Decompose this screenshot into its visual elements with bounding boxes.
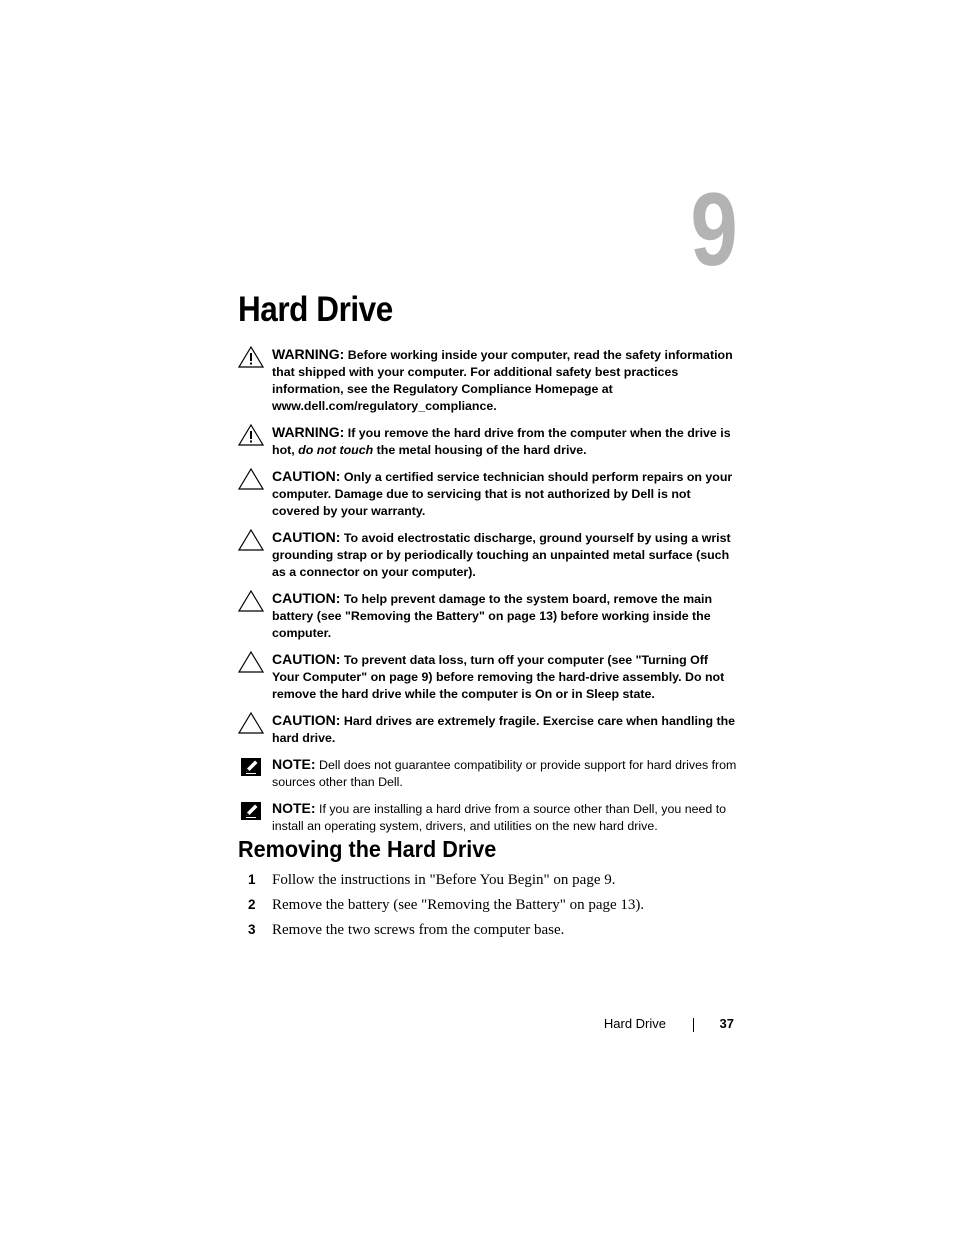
- caution-notice: [238, 590, 738, 642]
- note-pencil-icon: [238, 800, 264, 822]
- caution-triangle-icon: [238, 468, 264, 490]
- note-notice: [238, 800, 738, 835]
- caution-notice: [238, 712, 738, 747]
- notice-label: CAUTION:: [272, 590, 341, 606]
- step-number: 3: [248, 922, 256, 937]
- caution-notice: [238, 529, 738, 581]
- step-text: Remove the battery (see "Removing the Battery" on page 13).: [272, 897, 645, 913]
- footer-title: Hard Drive: [603, 1016, 666, 1031]
- step-item: [248, 872, 748, 897]
- step-number: 1: [248, 872, 256, 887]
- caution-triangle-icon: [238, 529, 264, 551]
- notice-label: NOTE:: [272, 756, 316, 772]
- notice-label: WARNING:: [272, 424, 345, 440]
- notice-label: NOTE:: [272, 800, 316, 816]
- caution-notice: [238, 468, 738, 520]
- footer-divider: [693, 1018, 694, 1032]
- notices-list: [238, 346, 738, 835]
- step-text: Remove the two screws from the computer base.: [272, 922, 565, 938]
- notice-label: CAUTION:: [272, 529, 341, 545]
- page-title: Hard Drive: [238, 290, 393, 329]
- warning-notice: [238, 424, 738, 459]
- notice-text: Only a certified service technician should perform repairs on your computer. Damage due to servicing that is not authorized by Dell is not covered by your warranty.: [272, 470, 733, 518]
- notice-text: Hard drives are extremely fragile. Exercise care when handling the hard drive.: [272, 714, 736, 745]
- note-notice: [238, 756, 738, 791]
- steps-list: [248, 872, 748, 947]
- chapter-number: 9: [690, 172, 738, 288]
- caution-notice: [238, 651, 738, 703]
- caution-triangle-icon: [238, 590, 264, 612]
- notice-text: To prevent data loss, turn off your computer (see "Turning Off Your Computer" on page 9) before removing the hard-drive assembly. Do not remove the hard drive while the computer is On or in Sleep state.: [272, 653, 725, 701]
- notice-text: Before working inside your computer, read the safety information that shipped with your computer. For additional safety best practices information, see the Regulatory Compliance Homepage at www.dell.com/regulatory_compliance.: [272, 348, 733, 413]
- caution-triangle-icon: [238, 712, 264, 734]
- notice-emphasis: do not touch: [298, 443, 374, 457]
- step-item: [248, 922, 748, 947]
- step-number: 2: [248, 897, 256, 912]
- notice-text: If you are installing a hard drive from a source other than Dell, you need to install an operating system, drivers, and utilities on the new hard drive.: [272, 802, 727, 833]
- warning-triangle-icon: [238, 346, 264, 368]
- warning-triangle-icon: [238, 424, 264, 446]
- notice-label: CAUTION:: [272, 651, 341, 667]
- warning-notice: [238, 346, 738, 415]
- page-footer: [0, 1016, 954, 1036]
- step-item: [248, 897, 748, 922]
- notice-label: WARNING:: [272, 346, 345, 362]
- notice-text: To help prevent damage to the system board, remove the main battery (see "Removing the Battery" on page 13) before working inside the computer.: [272, 592, 713, 640]
- notice-text: If you remove the hard drive from the computer when the drive is hot,: [272, 426, 731, 457]
- notice-text: Dell does not guarantee compatibility or provide support for hard drives from sources other than Dell.: [272, 758, 737, 789]
- caution-triangle-icon: [238, 651, 264, 673]
- step-text: Follow the instructions in "Before You Begin" on page 9.: [272, 872, 616, 888]
- section-title: Removing the Hard Drive: [238, 836, 497, 862]
- notice-text: To avoid electrostatic discharge, ground yourself by using a wrist grounding strap or by periodically touching an unpainted metal surface (such as a connector on your computer).: [272, 531, 731, 579]
- page-number: 37: [719, 1016, 734, 1031]
- notice-label: CAUTION:: [272, 468, 341, 484]
- note-pencil-icon: [238, 756, 264, 778]
- notice-label: CAUTION:: [272, 712, 341, 728]
- notice-text-after: the metal housing of the hard drive.: [376, 443, 587, 457]
